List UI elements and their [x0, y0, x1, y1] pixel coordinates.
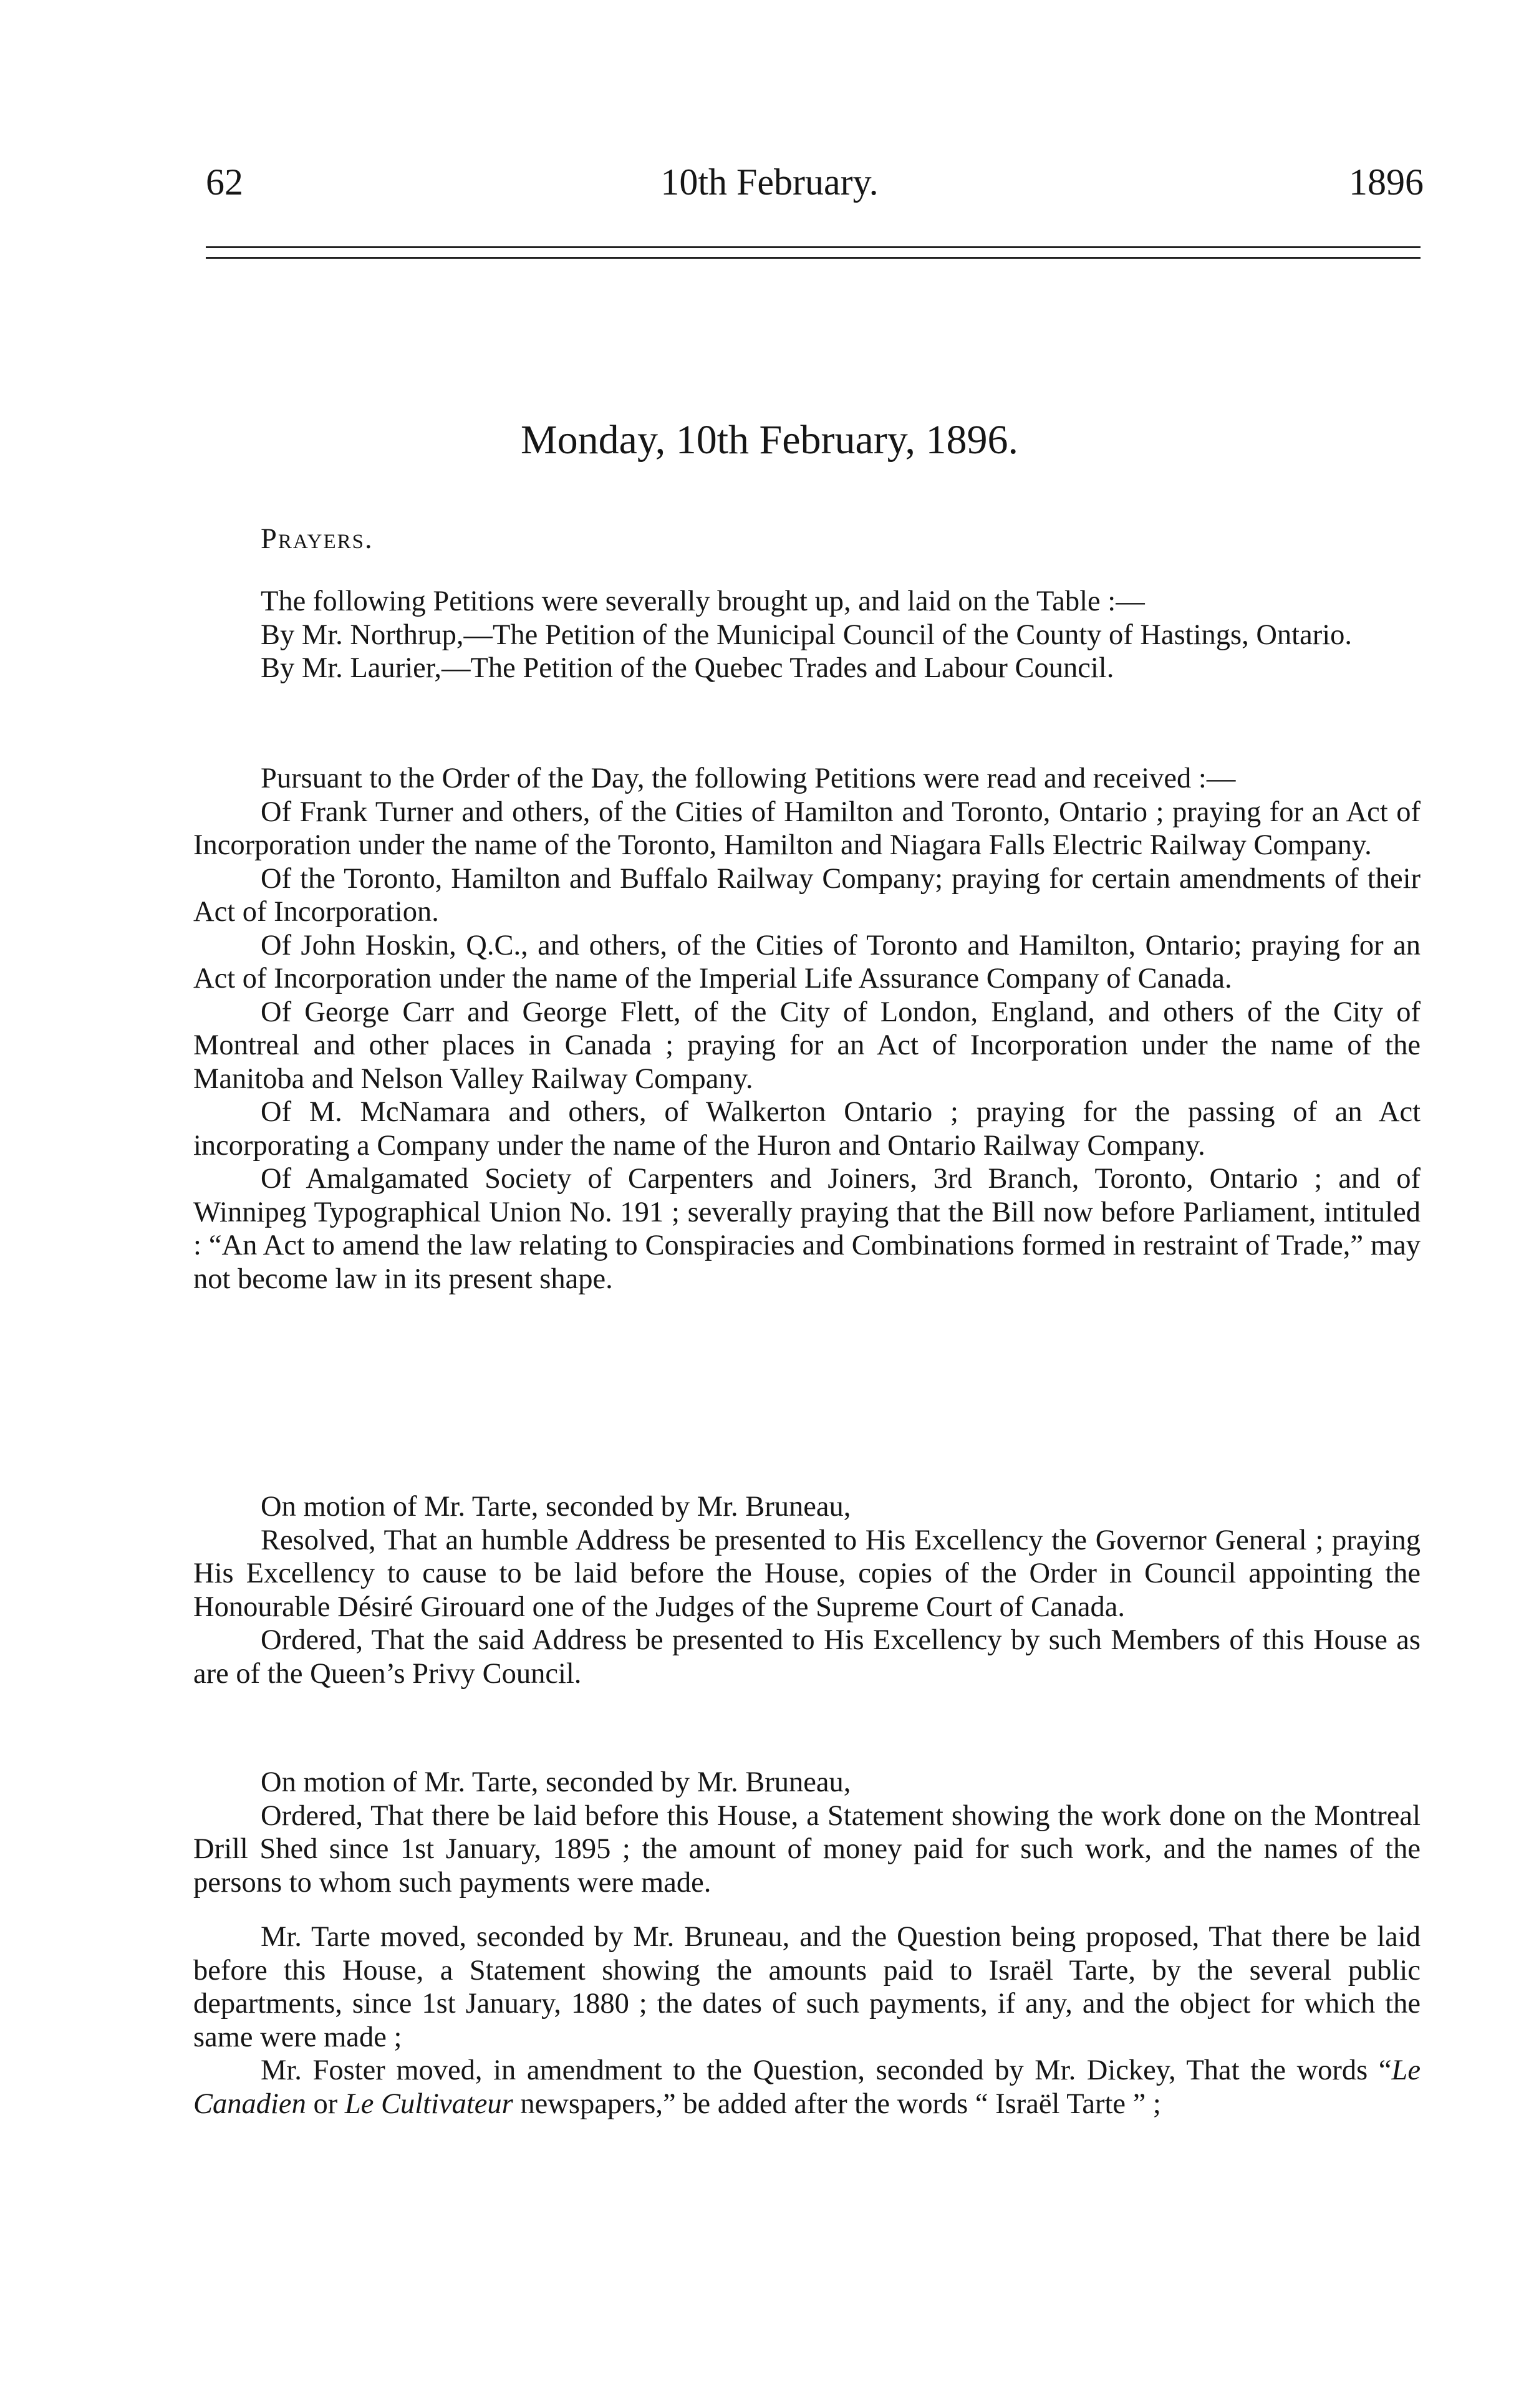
paragraph: Ordered, That there be laid before this House, a Statement showing the work done on the Montreal Drill Shed since 1st January, 1895 ; the amount of money paid for such work, and the names of the persons to whom such payments were made.: [193, 1799, 1421, 1899]
paragraph: Of the Toronto, Hamilton and Buffalo Railway Company; praying for certain amendments of their Act of Incorporation.: [193, 862, 1421, 928]
paragraph: Resolved, That an humble Address be presented to His Excellency the Governor General ; praying His Excellency to cause to be laid before the House, copies of the Order in Council appointing the Honourable Désiré Girouard one of the Judges of the Supreme Court of Canada.: [193, 1524, 1421, 1623]
running-year: 1896: [1349, 161, 1424, 203]
page-number: 62: [206, 161, 243, 203]
prayers-block: [193, 523, 1421, 556]
running-title: 10th February.: [660, 161, 879, 203]
paragraph: Of Amalgamated Society of Carpenters and Joiners, 3rd Branch, Toronto, Ontario ; and of Winnipeg Typographical Union No. 191 ; severally praying that the Bill now before Parliament, intituled : “An Act to amend the law relating to Conspiracies and Combinations formed in restraint of Trade,” may not become law in its present shape.: [193, 1163, 1421, 1295]
petitions-read-block: [193, 762, 1421, 1296]
paragraph: Ordered, That the said Address be presented to His Excellency by such Members of this House as are of the Queen’s Privy Council.: [193, 1624, 1421, 1690]
prayers-heading: Prayers.: [261, 523, 374, 555]
amendment-paragraph: [193, 2054, 1421, 2121]
paragraph: Of George Carr and George Flett, of the City of London, England, and others of the City of Montreal and other places in Canada ; praying for an Act of Incorporation under the name of the Manitoba and Nelson Valley Railway Company.: [193, 996, 1421, 1095]
amendment-text: Mr. Foster moved, in amendment to the Question, seconded by Mr. Dickey, That the words “: [261, 2054, 1392, 2086]
paragraph: Of M. McNamara and others, of Walkerton Ontario ; praying for the passing of an Act incorporating a Company under the name of the Huron and Ontario Railway Company.: [193, 1096, 1421, 1162]
paragraph: By Mr. Northrup,—The Petition of the Municipal Council of the County of Hastings, Ontario.: [261, 619, 1353, 651]
paragraph: On motion of Mr. Tarte, seconded by Mr. Bruneau,: [261, 1766, 851, 1798]
newspaper-name: Le Cultivateur: [344, 2088, 513, 2120]
amendment-connector: or: [306, 2088, 345, 2120]
petitions-presented-block: [193, 585, 1421, 685]
paragraph: Mr. Tarte moved, seconded by Mr. Bruneau, and the Question being proposed, That there be laid before this House, a Statement showing the amounts paid to Israël Tarte, by the several public departments, since 1st January, 1880 ; the dates of such payments, if any, and the object for which the same were made ;: [193, 1921, 1421, 2053]
amendment-text-end: newspapers,” be added after the words “ Israël Tarte ” ;: [513, 2088, 1161, 2120]
newspaper-name: Le Canadien: [193, 2054, 1421, 2120]
tarte-motion-block: [193, 1920, 1421, 2121]
paragraph: Pursuant to the Order of the Day, the following Petitions were read and received :—: [261, 763, 1236, 794]
address-motion-block: [193, 1490, 1421, 1690]
drill-shed-motion-block: [193, 1766, 1421, 1899]
header-rule-second: [206, 257, 1421, 259]
paragraph: Of Frank Turner and others, of the Cities of Hamilton and Toronto, Ontario ; praying for an Act of Incorporation under the name of the Toronto, Hamilton and Niagara Falls Electric Railway Company.: [193, 796, 1421, 861]
header-rule: [206, 246, 1421, 248]
paragraph: By Mr. Laurier,—The Petition of the Quebec Trades and Labour Council.: [261, 652, 1114, 684]
paragraph: Of John Hoskin, Q.C., and others, of the Cities of Toronto and Hamilton, Ontario; praying for an Act of Incorporation under the name of the Imperial Life Assurance Company of Canada.: [193, 929, 1421, 995]
paragraph: The following Petitions were severally brought up, and laid on the Table :—: [261, 585, 1145, 617]
paragraph: On motion of Mr. Tarte, seconded by Mr. Bruneau,: [261, 1491, 851, 1523]
date-heading: Monday, 10th February, 1896.: [521, 417, 1018, 463]
